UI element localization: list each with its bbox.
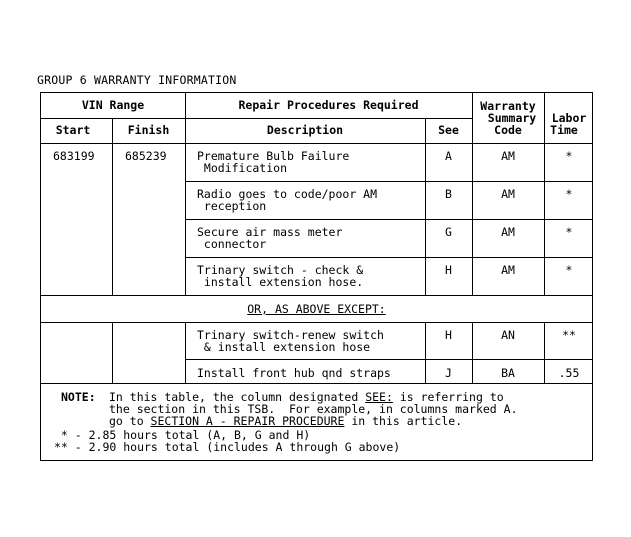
row-see: G: [445, 225, 452, 239]
labor-header-line2: Time: [550, 123, 578, 137]
footnote-single-asterisk: * - 2.85 hours total (A, B, G and H): [54, 428, 311, 442]
row-description-line1: Premature Bulb Failure: [197, 149, 350, 163]
row-description-line1: Install front hub qnd straps: [197, 366, 391, 380]
description-header: Description: [266, 123, 344, 137]
row-see: H: [445, 328, 452, 342]
row-description-line1: Trinary switch - check &: [197, 263, 364, 277]
row-time: *: [565, 263, 573, 277]
except-label: OR, AS ABOVE EXCEPT:: [247, 302, 386, 316]
row-code: AN: [501, 328, 515, 342]
note-line2: the section in this TSB. For example, in columns marked A.: [109, 402, 518, 416]
repair-procedures-header: Repair Procedures Required: [238, 98, 419, 112]
see-header: See: [438, 123, 459, 137]
note-line3: go to SECTION A - REPAIR PROCEDURE in this article.: [109, 414, 463, 428]
note-line1: In this table, the column designated SEE: is referring to: [109, 390, 504, 404]
vin-range-header: VIN Range: [81, 98, 145, 112]
row-time: **: [562, 328, 576, 342]
row-description-line2: & install extension hose: [197, 340, 371, 354]
see-reference: SEE:: [365, 390, 393, 404]
finish-header: Finish: [127, 123, 170, 137]
row-see: B: [445, 187, 452, 201]
vin-finish: 685239: [125, 149, 167, 163]
section-a-link[interactable]: SECTION A - REPAIR PROCEDURE: [150, 414, 345, 428]
warranty-header-line3: Code: [494, 123, 522, 137]
labor-header-line1: Labor: [551, 111, 587, 125]
row-description-line2: install extension hose.: [197, 275, 364, 289]
row-description-line2: connector: [197, 237, 267, 251]
row-see: A: [445, 149, 452, 163]
row-code: BA: [501, 366, 515, 380]
row-time: *: [565, 187, 573, 201]
row-code: AM: [501, 263, 515, 277]
row-code: AM: [501, 149, 515, 163]
row-time: *: [565, 225, 573, 239]
row-description-line1: Trinary switch-renew switch: [197, 328, 384, 342]
row-code: AM: [501, 225, 515, 239]
row-description-line1: Radio goes to code/poor AM: [197, 187, 378, 201]
vin-start: 683199: [53, 149, 95, 163]
footnote-double-asterisk: ** - 2.90 hours total (includes A through G above): [54, 440, 401, 454]
row-time: .55: [558, 366, 580, 380]
row-see: H: [445, 263, 452, 277]
row-see: J: [445, 366, 452, 380]
warranty-header-line1: Warranty: [480, 99, 536, 113]
row-description-line1: Secure air mass meter: [197, 225, 343, 239]
warranty-header-line2: Summary: [487, 111, 537, 125]
start-header: Start: [55, 123, 91, 137]
row-description-line2: reception: [197, 199, 267, 213]
page-title: GROUP 6 WARRANTY INFORMATION: [37, 73, 237, 87]
row-time: *: [565, 149, 573, 163]
note-label: NOTE:: [61, 390, 96, 404]
row-code: AM: [501, 187, 515, 201]
warranty-table: [40, 92, 593, 461]
row-description-line2: Modification: [197, 161, 288, 175]
